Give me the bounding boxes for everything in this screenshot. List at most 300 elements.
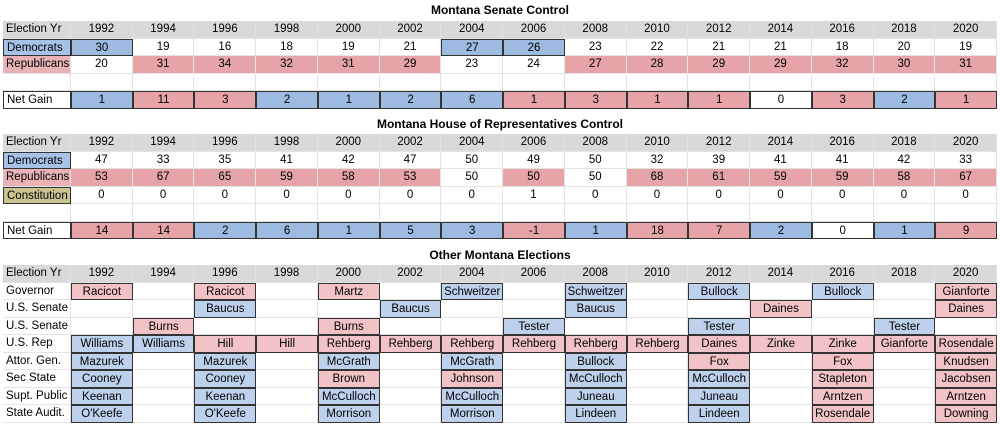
other-elections-table <box>3 265 997 423</box>
data-cell: 1 <box>627 91 689 109</box>
data-cell <box>812 318 874 336</box>
data-cell: 0 <box>750 91 812 109</box>
year-header: 2000 <box>318 265 380 283</box>
spacer-cell <box>380 204 442 222</box>
data-cell: McGrath <box>441 353 503 371</box>
data-cell <box>750 388 812 406</box>
data-cell: Keenan <box>194 388 256 406</box>
data-cell: Williams <box>133 335 195 353</box>
spacer-cell <box>441 204 503 222</box>
data-cell: 23 <box>565 39 627 57</box>
spacer-cell <box>441 74 503 92</box>
senate-table <box>3 21 997 109</box>
year-header: 2006 <box>503 21 565 39</box>
year-header: 2014 <box>750 265 812 283</box>
spacer-cell <box>71 74 133 92</box>
data-cell <box>935 318 997 336</box>
data-cell <box>874 370 936 388</box>
data-cell: 2 <box>194 222 256 240</box>
spacer-cell <box>380 74 442 92</box>
data-cell: 9 <box>935 222 997 240</box>
year-header: 2008 <box>565 134 627 152</box>
data-cell <box>441 318 503 336</box>
data-cell: Tester <box>874 318 936 336</box>
spacer-cell <box>133 74 195 92</box>
data-cell <box>441 300 503 318</box>
data-cell: Williams <box>71 335 133 353</box>
row-label: Net Gain <box>3 222 71 240</box>
data-cell: 34 <box>194 56 256 74</box>
data-cell <box>133 353 195 371</box>
year-header: 2002 <box>380 134 442 152</box>
data-cell <box>627 388 689 406</box>
year-header: 2002 <box>380 21 442 39</box>
row-label: Constitution <box>3 187 71 205</box>
data-cell: O'Keefe <box>194 405 256 423</box>
data-cell: 68 <box>627 169 689 187</box>
data-cell: 5 <box>380 222 442 240</box>
data-cell: Johnson <box>441 370 503 388</box>
spacer-cell <box>133 204 195 222</box>
data-cell: 0 <box>194 187 256 205</box>
data-cell <box>256 283 318 301</box>
data-cell: 35 <box>194 152 256 170</box>
data-cell: Arntzen <box>935 388 997 406</box>
data-cell: 21 <box>380 39 442 57</box>
data-cell: 2 <box>750 222 812 240</box>
data-cell <box>380 283 442 301</box>
data-cell: Racicot <box>71 283 133 301</box>
spacer-cell <box>627 204 689 222</box>
year-header: 2014 <box>750 134 812 152</box>
data-cell: 41 <box>750 152 812 170</box>
data-cell: 59 <box>812 169 874 187</box>
data-cell <box>627 353 689 371</box>
data-cell <box>380 388 442 406</box>
data-cell <box>256 388 318 406</box>
data-cell: 29 <box>750 56 812 74</box>
data-cell <box>874 353 936 371</box>
year-header: 1998 <box>256 134 318 152</box>
year-header: 1992 <box>71 265 133 283</box>
data-cell: Baucus <box>565 300 627 318</box>
data-cell <box>874 388 936 406</box>
data-cell <box>750 283 812 301</box>
year-header: 2018 <box>874 134 936 152</box>
data-cell: Cooney <box>71 370 133 388</box>
data-cell: 0 <box>627 187 689 205</box>
data-cell: Juneau <box>565 388 627 406</box>
data-cell: Baucus <box>194 300 256 318</box>
data-cell: 19 <box>133 39 195 57</box>
year-header: 1994 <box>133 21 195 39</box>
data-cell: 32 <box>627 152 689 170</box>
data-cell: 1 <box>71 91 133 109</box>
data-cell <box>194 318 256 336</box>
row-label: State Audit. <box>3 405 71 423</box>
data-cell: 41 <box>256 152 318 170</box>
data-cell: 0 <box>318 187 380 205</box>
data-cell <box>874 405 936 423</box>
data-cell: 30 <box>874 56 936 74</box>
data-cell <box>133 283 195 301</box>
data-cell: 61 <box>688 169 750 187</box>
row-label: Net Gain <box>3 91 71 109</box>
data-cell: 0 <box>133 187 195 205</box>
year-header: 1998 <box>256 21 318 39</box>
data-cell: 47 <box>71 152 133 170</box>
year-header: 2004 <box>441 265 503 283</box>
data-cell: Burns <box>133 318 195 336</box>
data-cell: Knudsen <box>935 353 997 371</box>
data-cell: Rehberg <box>565 335 627 353</box>
data-cell: Fox <box>688 353 750 371</box>
year-header: 1994 <box>133 265 195 283</box>
year-header: 1998 <box>256 265 318 283</box>
data-cell: Martz <box>318 283 380 301</box>
year-header: 2002 <box>380 265 442 283</box>
data-cell: 21 <box>688 39 750 57</box>
row-label: Sec State <box>3 370 71 388</box>
data-cell: Mazurek <box>194 353 256 371</box>
data-cell: McCulloch <box>565 370 627 388</box>
data-cell: Juneau <box>688 388 750 406</box>
year-header: 2018 <box>874 265 936 283</box>
data-cell: Tester <box>688 318 750 336</box>
year-header: 2004 <box>441 21 503 39</box>
year-header: 2012 <box>688 134 750 152</box>
data-cell: 1 <box>503 187 565 205</box>
data-cell: Daines <box>688 335 750 353</box>
data-cell: Rehberg <box>380 335 442 353</box>
data-cell: 7 <box>688 222 750 240</box>
year-header: 2020 <box>935 265 997 283</box>
data-cell: 1 <box>874 222 936 240</box>
data-cell: Keenan <box>71 388 133 406</box>
row-label: Democrats <box>3 152 71 170</box>
data-cell: 3 <box>565 91 627 109</box>
data-cell: Rosendale <box>812 405 874 423</box>
data-cell: Morrison <box>318 405 380 423</box>
data-cell: Bullock <box>688 283 750 301</box>
data-cell <box>627 283 689 301</box>
data-cell: 31 <box>935 56 997 74</box>
data-cell: 41 <box>812 152 874 170</box>
data-cell: 0 <box>812 222 874 240</box>
data-cell: 19 <box>318 39 380 57</box>
data-cell: 58 <box>874 169 936 187</box>
data-cell: 14 <box>133 222 195 240</box>
data-cell: 0 <box>380 187 442 205</box>
data-cell: 1 <box>503 91 565 109</box>
data-cell: O'Keefe <box>71 405 133 423</box>
year-header: 2012 <box>688 21 750 39</box>
data-cell: 2 <box>380 91 442 109</box>
spacer-cell <box>3 204 71 222</box>
data-cell: 14 <box>71 222 133 240</box>
data-cell: 50 <box>441 152 503 170</box>
data-cell: 1 <box>565 222 627 240</box>
data-cell <box>750 318 812 336</box>
data-cell: 18 <box>627 222 689 240</box>
data-cell: McCulloch <box>441 388 503 406</box>
data-cell: 0 <box>935 187 997 205</box>
spacer-cell <box>565 74 627 92</box>
year-header: 2020 <box>935 134 997 152</box>
spacer-cell <box>71 204 133 222</box>
data-cell: Jacobsen <box>935 370 997 388</box>
data-cell: 33 <box>935 152 997 170</box>
data-cell: Mazurek <box>71 353 133 371</box>
data-cell: Burns <box>318 318 380 336</box>
year-header: 2016 <box>812 265 874 283</box>
row-label: U.S. Senate <box>3 318 71 336</box>
data-cell: 19 <box>935 39 997 57</box>
data-cell <box>812 300 874 318</box>
year-header: 2016 <box>812 21 874 39</box>
year-header: 2000 <box>318 21 380 39</box>
data-cell <box>750 405 812 423</box>
data-cell <box>256 300 318 318</box>
data-cell <box>503 405 565 423</box>
data-cell: Tester <box>503 318 565 336</box>
year-header: 2008 <box>565 21 627 39</box>
data-cell: Rehberg <box>503 335 565 353</box>
data-cell: Downing <box>935 405 997 423</box>
data-cell: 39 <box>688 152 750 170</box>
row-label: Governor <box>3 283 71 301</box>
spacer-cell <box>565 204 627 222</box>
data-cell: 3 <box>441 222 503 240</box>
year-header: 2016 <box>812 134 874 152</box>
data-cell: 31 <box>318 56 380 74</box>
year-header: 2018 <box>874 21 936 39</box>
row-label: Republicans <box>3 169 71 187</box>
spacer-cell <box>688 74 750 92</box>
house-table <box>3 134 997 239</box>
data-cell: 59 <box>750 169 812 187</box>
year-header: 1992 <box>71 134 133 152</box>
spacer-cell <box>503 204 565 222</box>
data-cell: 22 <box>627 39 689 57</box>
data-cell: 0 <box>750 187 812 205</box>
data-cell: 2 <box>256 91 318 109</box>
data-cell: 32 <box>812 56 874 74</box>
data-cell: 0 <box>565 187 627 205</box>
spacer-cell <box>194 74 256 92</box>
data-cell <box>133 405 195 423</box>
data-cell <box>256 353 318 371</box>
data-cell <box>627 300 689 318</box>
data-cell <box>688 300 750 318</box>
data-cell: 50 <box>441 169 503 187</box>
data-cell: 0 <box>688 187 750 205</box>
data-cell: 53 <box>380 169 442 187</box>
data-cell <box>627 405 689 423</box>
data-cell: Stapleton <box>812 370 874 388</box>
data-cell <box>318 300 380 318</box>
column-header-label: Election Yr <box>3 134 71 152</box>
data-cell: Schweitzer <box>441 283 503 301</box>
data-cell: Rehberg <box>627 335 689 353</box>
spacer-cell <box>3 74 71 92</box>
data-cell: 49 <box>503 152 565 170</box>
data-cell: 16 <box>194 39 256 57</box>
year-header: 2010 <box>627 265 689 283</box>
data-cell: 6 <box>441 91 503 109</box>
year-header: 2006 <box>503 134 565 152</box>
data-cell: 20 <box>71 56 133 74</box>
data-cell <box>874 283 936 301</box>
row-label: Attor. Gen. <box>3 353 71 371</box>
row-label: U.S. Senate <box>3 300 71 318</box>
data-cell: 50 <box>503 169 565 187</box>
year-header: 1996 <box>194 265 256 283</box>
data-cell: Zinke <box>812 335 874 353</box>
data-cell: Bullock <box>812 283 874 301</box>
data-cell: 11 <box>133 91 195 109</box>
data-cell: Schweitzer <box>565 283 627 301</box>
data-cell: 27 <box>565 56 627 74</box>
data-cell: Baucus <box>380 300 442 318</box>
year-header: 2014 <box>750 21 812 39</box>
data-cell: -1 <box>503 222 565 240</box>
data-cell: 0 <box>256 187 318 205</box>
data-cell: 28 <box>627 56 689 74</box>
data-cell: 59 <box>256 169 318 187</box>
data-cell <box>133 388 195 406</box>
spacer-cell <box>194 204 256 222</box>
year-header: 1994 <box>133 134 195 152</box>
data-cell <box>71 300 133 318</box>
data-cell: 1 <box>935 91 997 109</box>
data-cell <box>627 370 689 388</box>
data-cell: 1 <box>688 91 750 109</box>
spacer-cell <box>318 204 380 222</box>
data-cell: McCulloch <box>688 370 750 388</box>
data-cell: 30 <box>71 39 133 57</box>
house-title: Montana House of Representatives Control <box>376 117 624 131</box>
spacer-cell <box>256 204 318 222</box>
year-header: 2020 <box>935 21 997 39</box>
data-cell <box>380 370 442 388</box>
data-cell: 42 <box>318 152 380 170</box>
data-cell: 0 <box>812 187 874 205</box>
data-cell: 29 <box>380 56 442 74</box>
year-header: 1996 <box>194 134 256 152</box>
data-cell: Daines <box>750 300 812 318</box>
data-cell: 33 <box>133 152 195 170</box>
data-cell: Gianforte <box>935 283 997 301</box>
data-cell: 65 <box>194 169 256 187</box>
data-cell: 6 <box>256 222 318 240</box>
year-header: 2010 <box>627 21 689 39</box>
data-cell <box>565 318 627 336</box>
data-cell: 23 <box>441 56 503 74</box>
data-cell <box>627 318 689 336</box>
year-header: 2006 <box>503 265 565 283</box>
data-cell <box>380 353 442 371</box>
data-cell <box>750 370 812 388</box>
data-cell: 3 <box>812 91 874 109</box>
data-cell <box>256 370 318 388</box>
data-cell: 18 <box>256 39 318 57</box>
data-cell: 21 <box>750 39 812 57</box>
data-cell: Daines <box>935 300 997 318</box>
data-cell: Gianforte <box>874 335 936 353</box>
data-cell: 31 <box>133 56 195 74</box>
year-header: 2010 <box>627 134 689 152</box>
spacer-cell <box>935 204 997 222</box>
data-cell: 27 <box>441 39 503 57</box>
data-cell: 0 <box>71 187 133 205</box>
data-cell <box>133 370 195 388</box>
data-cell: 3 <box>194 91 256 109</box>
data-cell <box>380 318 442 336</box>
data-cell: 50 <box>565 152 627 170</box>
data-cell: Racicot <box>194 283 256 301</box>
data-cell: 1 <box>318 222 380 240</box>
data-cell: Zinke <box>750 335 812 353</box>
data-cell <box>750 353 812 371</box>
data-cell: 32 <box>256 56 318 74</box>
data-cell <box>503 353 565 371</box>
data-cell: 29 <box>688 56 750 74</box>
data-cell: 2 <box>874 91 936 109</box>
data-cell: 50 <box>565 169 627 187</box>
year-header: 2008 <box>565 265 627 283</box>
data-cell <box>256 405 318 423</box>
data-cell: Lindeen <box>565 405 627 423</box>
spacer-cell <box>256 74 318 92</box>
row-label: Republicans <box>3 56 71 74</box>
data-cell: Arntzen <box>812 388 874 406</box>
row-label: Democrats <box>3 39 71 57</box>
data-cell: 67 <box>133 169 195 187</box>
data-cell <box>503 370 565 388</box>
column-header-label: Election Yr <box>3 265 71 283</box>
data-cell <box>503 283 565 301</box>
data-cell <box>380 405 442 423</box>
year-header: 2000 <box>318 134 380 152</box>
senate-title: Montana Senate Control <box>430 3 569 17</box>
data-cell: 0 <box>441 187 503 205</box>
year-header: 2004 <box>441 134 503 152</box>
spacer-cell <box>812 204 874 222</box>
data-cell: Fox <box>812 353 874 371</box>
year-header: 1996 <box>194 21 256 39</box>
data-cell: McCulloch <box>318 388 380 406</box>
year-header: 1992 <box>71 21 133 39</box>
spacer-cell <box>750 74 812 92</box>
data-cell: 18 <box>812 39 874 57</box>
data-cell: 26 <box>503 39 565 57</box>
year-header: 2012 <box>688 265 750 283</box>
data-cell <box>874 300 936 318</box>
data-cell: Rehberg <box>441 335 503 353</box>
data-cell <box>71 318 133 336</box>
spacer-cell <box>318 74 380 92</box>
data-cell: Brown <box>318 370 380 388</box>
data-cell: 1 <box>318 91 380 109</box>
row-label: Supt. Public <box>3 388 71 406</box>
spacer-cell <box>750 204 812 222</box>
data-cell: 67 <box>935 169 997 187</box>
data-cell <box>503 388 565 406</box>
other-title: Other Montana Elections <box>429 248 571 262</box>
data-cell: Morrison <box>441 405 503 423</box>
spacer-cell <box>874 74 936 92</box>
